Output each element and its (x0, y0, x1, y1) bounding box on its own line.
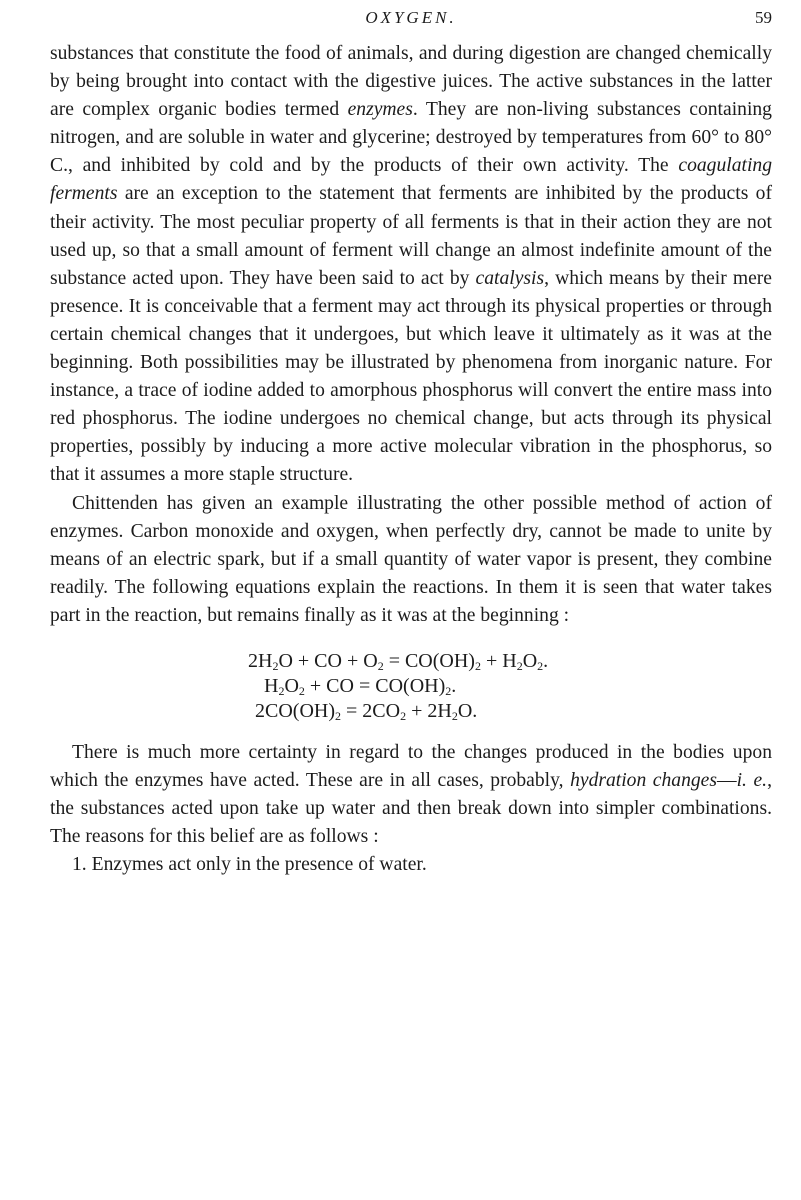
page-header (50, 8, 772, 34)
chemical-equations (50, 649, 772, 724)
list-item (50, 851, 772, 879)
paragraph-enzymes (50, 40, 772, 490)
body-text (50, 40, 772, 879)
page-number: 59 (755, 8, 772, 27)
equation-2: $H_2O_2$ + CO = $CO(OH)_2$. (264, 674, 457, 698)
paragraph-1-part-2: . They are non-living substances containing nitrogen, and are soluble in water and glycerine; destroyed by temperatures from 60° to 80° C., and inhibited by cold and by the products of their own activity. The (50, 99, 772, 177)
term-catalysis: catalysis (475, 267, 545, 289)
paragraph-3-part-1: There is much more certainty in regard to the changes produced in the bodies upon which the enzymes have acted. These are in all cases, probably, (50, 741, 772, 792)
paragraph-3-part-3: , the substances acted upon take up water and then break down into simpler combinations. The reasons for this belief are as follows : (50, 770, 772, 848)
list-item-text: Enzymes act only in the presence of water. (91, 854, 427, 876)
equation-1: $2H_2O$ + CO + $O_2 = CO(OH)_2 + H_2O_2$. (248, 649, 549, 673)
paragraph-chittenden: Chittenden has given an example illustrating the other possible method of action of enzymes. Carbon monoxide and oxygen, when perfectly dry, cannot be made to unite by means of an electric spark, but if a small quantity of water vapor is present, they combine readily. The following equations explain the reactions. In them it is seen that water takes part in the reaction, but remains finally as it was at the beginning : (50, 492, 772, 626)
paragraph-1-part-3: are an exception to the statement that ferments are inhibited by the products of their activity. The most peculiar property of all ferments is that in their action they are not used up, so that a small amount of ferment will change an almost indefinite amount of the substance acted upon. They have been said to act by (50, 183, 772, 289)
paragraph-3-part-2: — (717, 770, 737, 792)
term-enzymes: enzymes (347, 99, 413, 121)
term-coagulating-ferments: coagulating ferments (50, 155, 772, 205)
equation-3: $2CO(OH)_2 = 2CO_2 + 2H_2O$. (255, 699, 478, 723)
term-hydration-changes: hydration changes (570, 770, 718, 792)
paragraph-1-part-1: substances that constitute the food of animals, and during digestion are changed chemically by being brought into contact with the digestive juices. The active substances in the latter are complex organic bodies termed (50, 43, 772, 121)
paragraph-1-part-4: , which means by their mere presence. It is conceivable that a ferment may act through its physical properties or through certain chemical changes that it undergoes, but which leave it ultimately as it was at the beginning. Both possibilities may be illustrated by phenomena from inorganic nature. For instance, a trace of iodine added to amorphous phosphorus will convert the entire mass into red phosphorus. The iodine undergoes no chemical change, but acts through its physical properties, possibly by inducing a more active molecular vibration in the phosphorus, so that it assumes a more staple structure. (50, 267, 772, 486)
term-ie: i. e. (736, 770, 768, 792)
paragraph-hydration (50, 739, 772, 851)
running-title: OXYGEN. (365, 8, 457, 27)
list-item-number: 1. (72, 854, 87, 876)
